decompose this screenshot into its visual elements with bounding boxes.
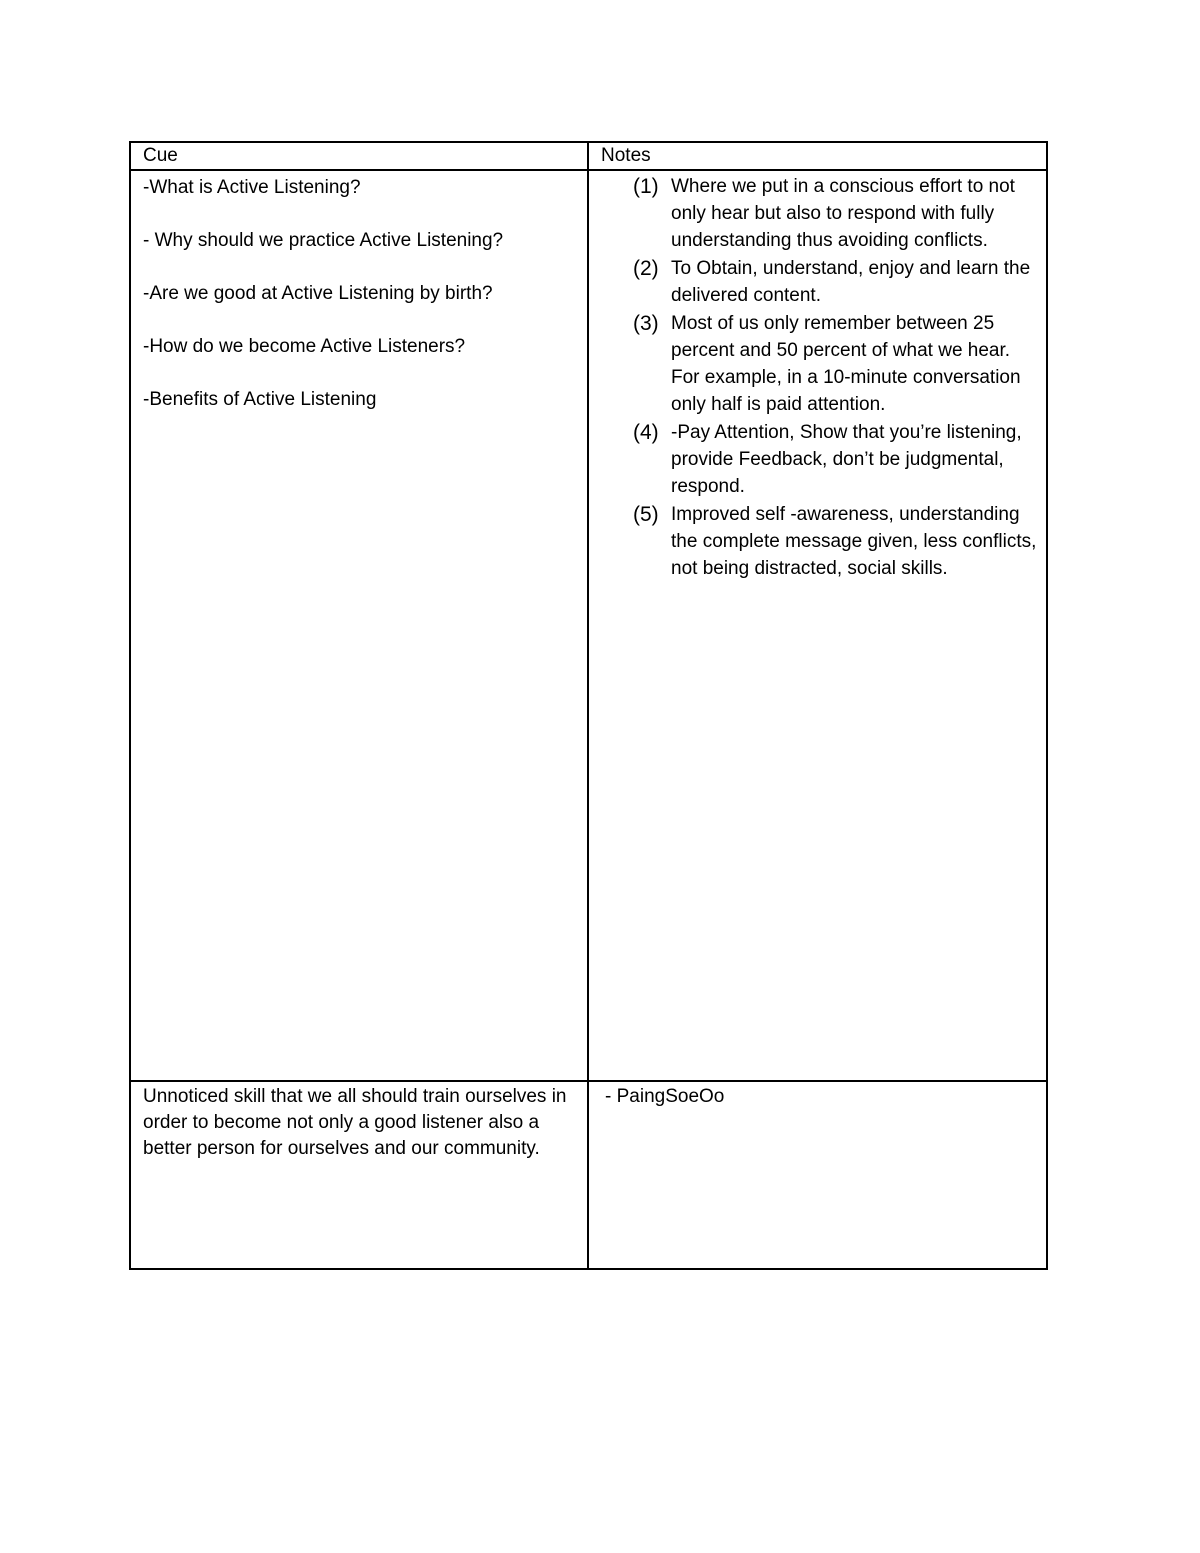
body-row [130,170,1047,1081]
note-number: (1) [633,175,659,198]
note-item [633,419,1038,500]
notes-list [589,171,1046,582]
note-text: Where we put in a conscious effort to not only hear but also to respond with fully understanding thus avoiding conflicts. [671,176,1015,251]
note-text: Improved self -awareness, understanding the complete message given, less conflicts, not being distracted, social skills. [671,504,1037,579]
cue-item: -Benefits of Active Listening [143,389,377,410]
header-row [130,142,1047,170]
note-number: (5) [633,503,659,526]
author-signature: - PaingSoeOo [588,1081,1047,1269]
cue-column [130,170,588,1081]
note-text: Most of us only remember between 25 percent and 50 percent of what we hear. For example, in a 10-minute conversation only half is paid attention. [671,313,1021,415]
cue-header: Cue [130,142,588,170]
note-item [633,255,1038,309]
cue-item: -What is Active Listening? [143,177,361,198]
notes-column [588,170,1047,1081]
note-text: -Pay Attention, Show that you’re listening, provide Feedback, don’t be judgmental, respond. [671,422,1022,497]
note-text: To Obtain, understand, enjoy and learn the delivered content. [671,258,1031,306]
cornell-notes-table [129,141,1048,1270]
note-number: (3) [633,312,659,335]
note-number: (2) [633,257,659,280]
summary-row [130,1081,1047,1269]
note-item [633,173,1038,254]
note-item [633,310,1038,418]
summary-text: Unnoticed skill that we all should train ourselves in order to become not only a good listener also a better person for ourselves and our community. [130,1081,588,1269]
cue-item: -How do we become Active Listeners? [143,336,466,357]
notes-header: Notes [588,142,1047,170]
cue-item: -Are we good at Active Listening by birth? [143,283,493,304]
note-item [633,501,1038,582]
cue-list [131,171,587,413]
note-number: (4) [633,421,659,444]
cue-item: - Why should we practice Active Listening? [143,230,504,251]
